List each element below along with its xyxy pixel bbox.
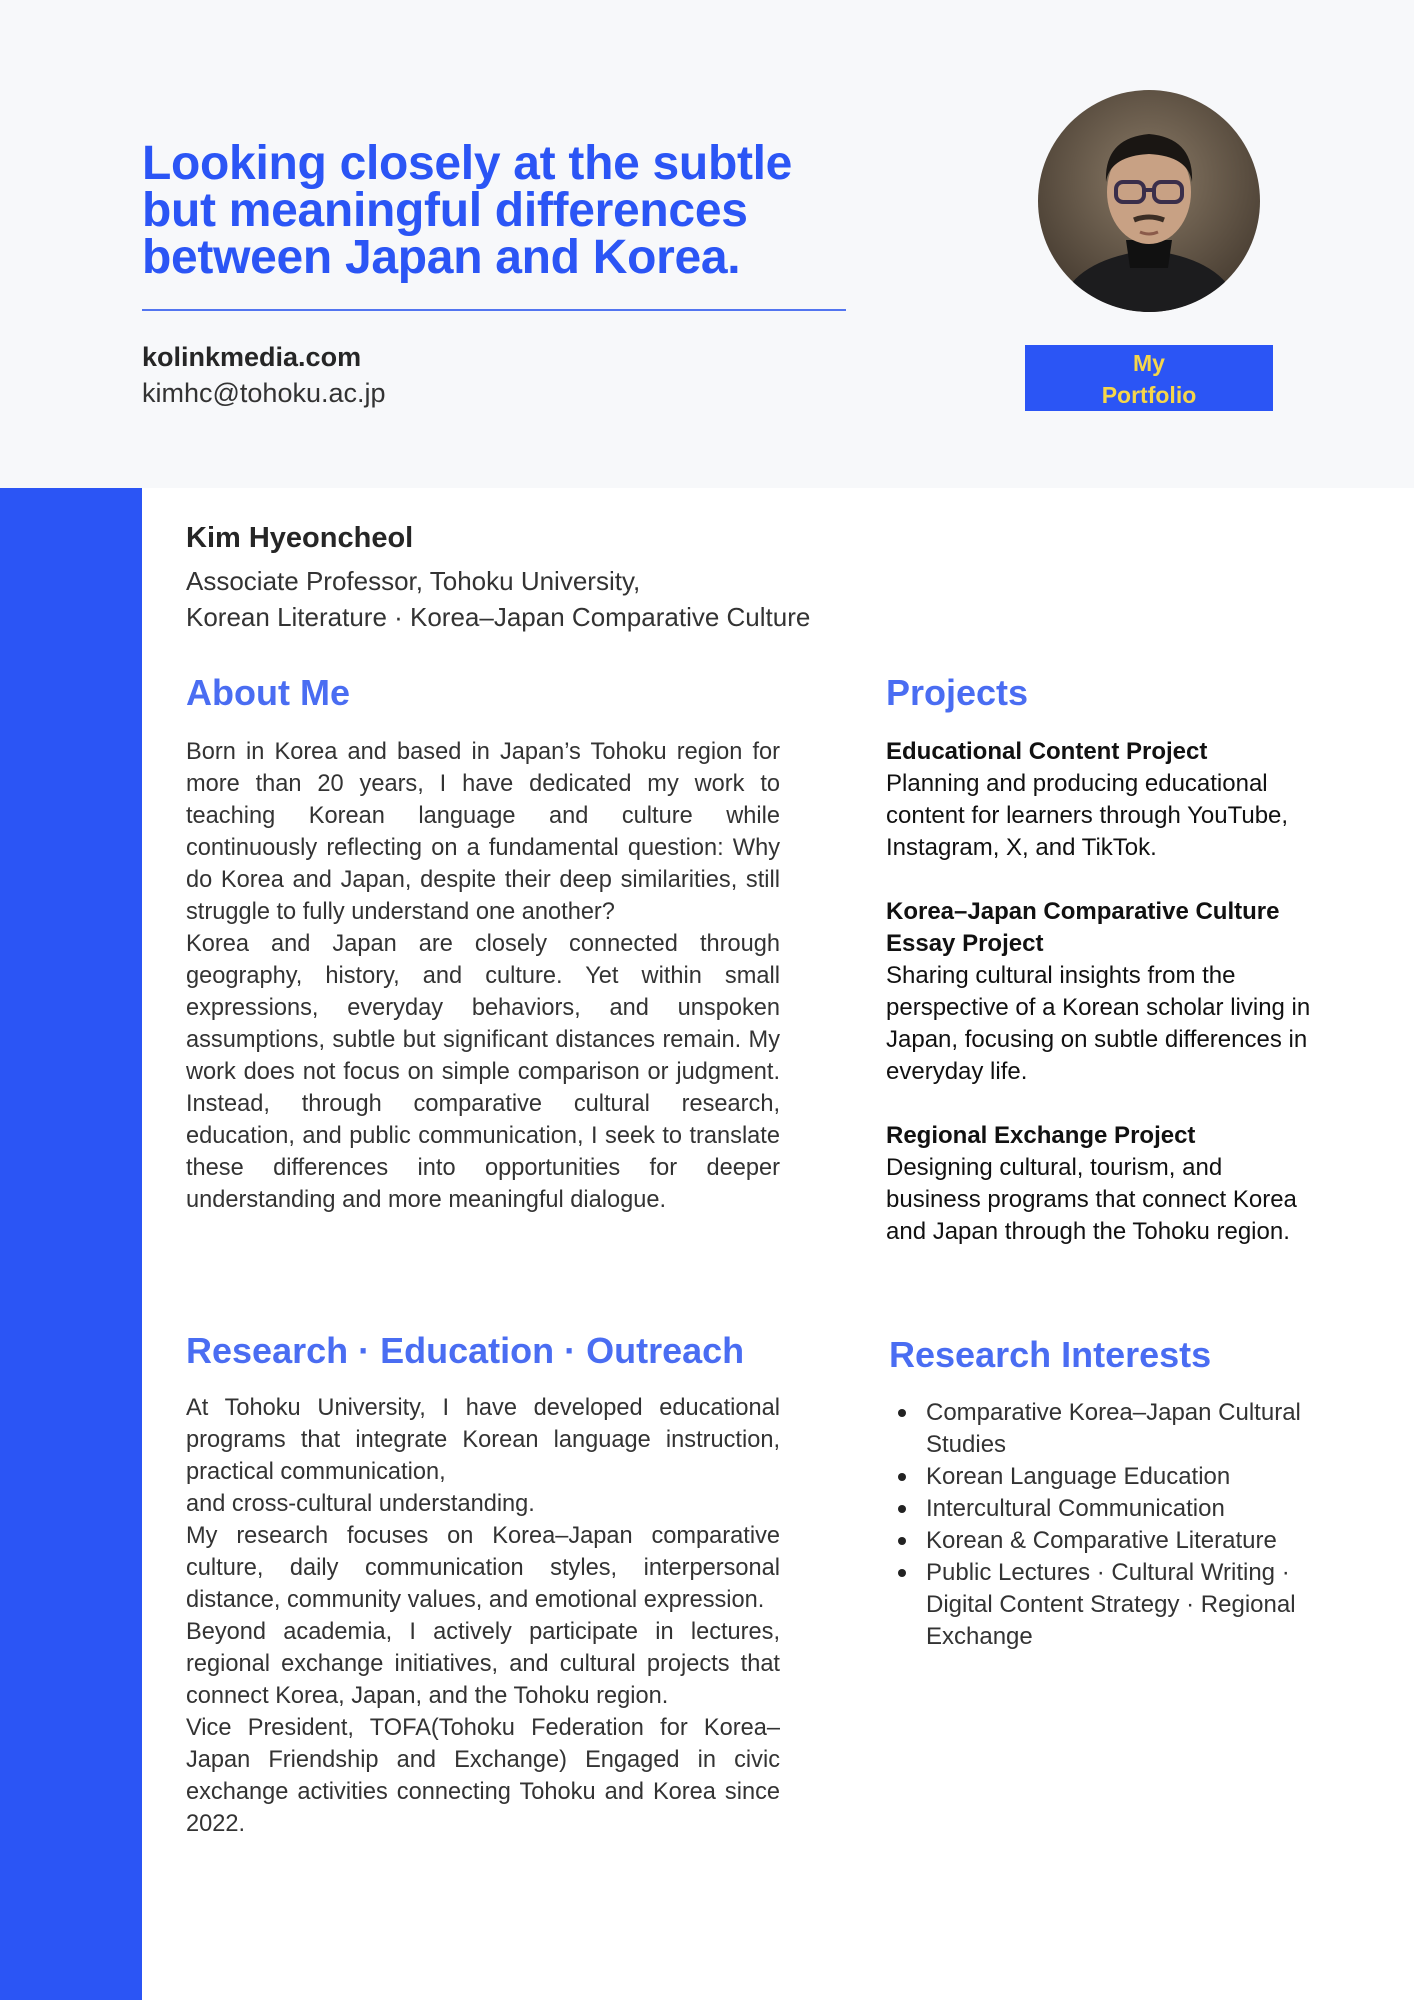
project-title: Educational Content Project [886, 738, 1208, 765]
interests-list [896, 1397, 1316, 1653]
projects-list [886, 736, 1316, 1280]
about-title: About Me [186, 672, 350, 713]
project-description: Planning and producing educational content for learners through YouTube, Instagram, X, and TikTok. [886, 770, 1289, 861]
interest-item: Intercultural Communication [896, 1493, 1316, 1525]
portfolio-button-line-2: Portfolio [1101, 382, 1197, 408]
projects-title: Projects [886, 672, 1029, 713]
project-item [886, 1120, 1316, 1248]
project-title: Korea–Japan Comparative Culture Essay Project [886, 898, 1280, 957]
about-text [186, 736, 780, 1216]
profile-photo [1038, 90, 1260, 312]
about-paragraph-2: Korea and Japan are closely connected through geography, history, and culture. Yet within small expressions, everyday behaviors, and unspoken assumptions, subtle but significant distances remain. My work does not focus on simple comparison or judgment. Instead, through comparative cultural research, education, and public communication, I seek to translate these differences into opportunities for deeper understanding and more meaningful dialogue. [186, 931, 780, 1213]
portfolio-button-line-1: My [1133, 350, 1165, 376]
interest-item: Korean & Comparative Literature [896, 1525, 1316, 1557]
about-paragraph-1: Born in Korea and based in Japan’s Tohoku region for more than 20 years, I have dedicated my work to teaching Korean language and culture while continuously reflecting on a fundamental question: Why do Korea and Japan, despite their deep similarities, still struggle to fully understand one another? [186, 739, 780, 925]
project-title: Regional Exchange Project [886, 1122, 1196, 1149]
role-line-1: Associate Professor, Tohoku University, [186, 566, 641, 596]
headline: Looking closely at the subtle but meaningful differences between Japan and Korea. [142, 137, 793, 284]
project-description: Sharing cultural insights from the perspective of a Korean scholar living in Japan, focusing on subtle differences in everyday life. [886, 962, 1311, 1085]
research-paragraph-1: At Tohoku University, I have developed educational programs that integrate Korean language instruction, practical communication, [186, 1395, 780, 1485]
research-paragraph-2: and cross-cultural understanding. [186, 1491, 535, 1517]
interests-title: Research Interests [889, 1334, 1212, 1375]
research-paragraph-4: Beyond academia, I actively participate in lectures, regional exchange initiatives, and cultural projects that connect Korea, Japan, and the Tohoku region. [186, 1619, 780, 1709]
project-item [886, 736, 1316, 864]
interest-item: Korean Language Education [896, 1461, 1316, 1493]
role-line-2: Korean Literature · Korea–Japan Comparative Culture [186, 602, 811, 632]
profile-name: Kim Hyeoncheol [186, 522, 414, 554]
headline-divider [142, 309, 846, 311]
research-paragraph-3: My research focuses on Korea–Japan comparative culture, daily communication styles, interpersonal distance, community values, and emotional expression. [186, 1523, 780, 1613]
interest-item: Comparative Korea–Japan Cultural Studies [896, 1397, 1316, 1461]
portfolio-button[interactable] [1025, 345, 1273, 411]
research-title: Research · Education · Outreach [186, 1330, 745, 1371]
website-link[interactable]: kolinkmedia.com [142, 342, 362, 372]
interest-item: Public Lectures · Cultural Writing · Digital Content Strategy · Regional Exchange [896, 1557, 1316, 1653]
email-link[interactable]: kimhc@tohoku.ac.jp [142, 378, 386, 408]
accent-sidebar [0, 488, 142, 2000]
research-paragraph-5: Vice President, TOFA(Tohoku Federation for Korea–Japan Friendship and Exchange) Engaged in civic exchange activities connecting Tohoku and Korea since 2022. [186, 1715, 780, 1837]
project-description: Designing cultural, tourism, and business programs that connect Korea and Japan through the Tohoku region. [886, 1154, 1297, 1245]
project-item [886, 896, 1316, 1088]
research-text [186, 1392, 780, 1840]
profile-role [186, 563, 810, 635]
